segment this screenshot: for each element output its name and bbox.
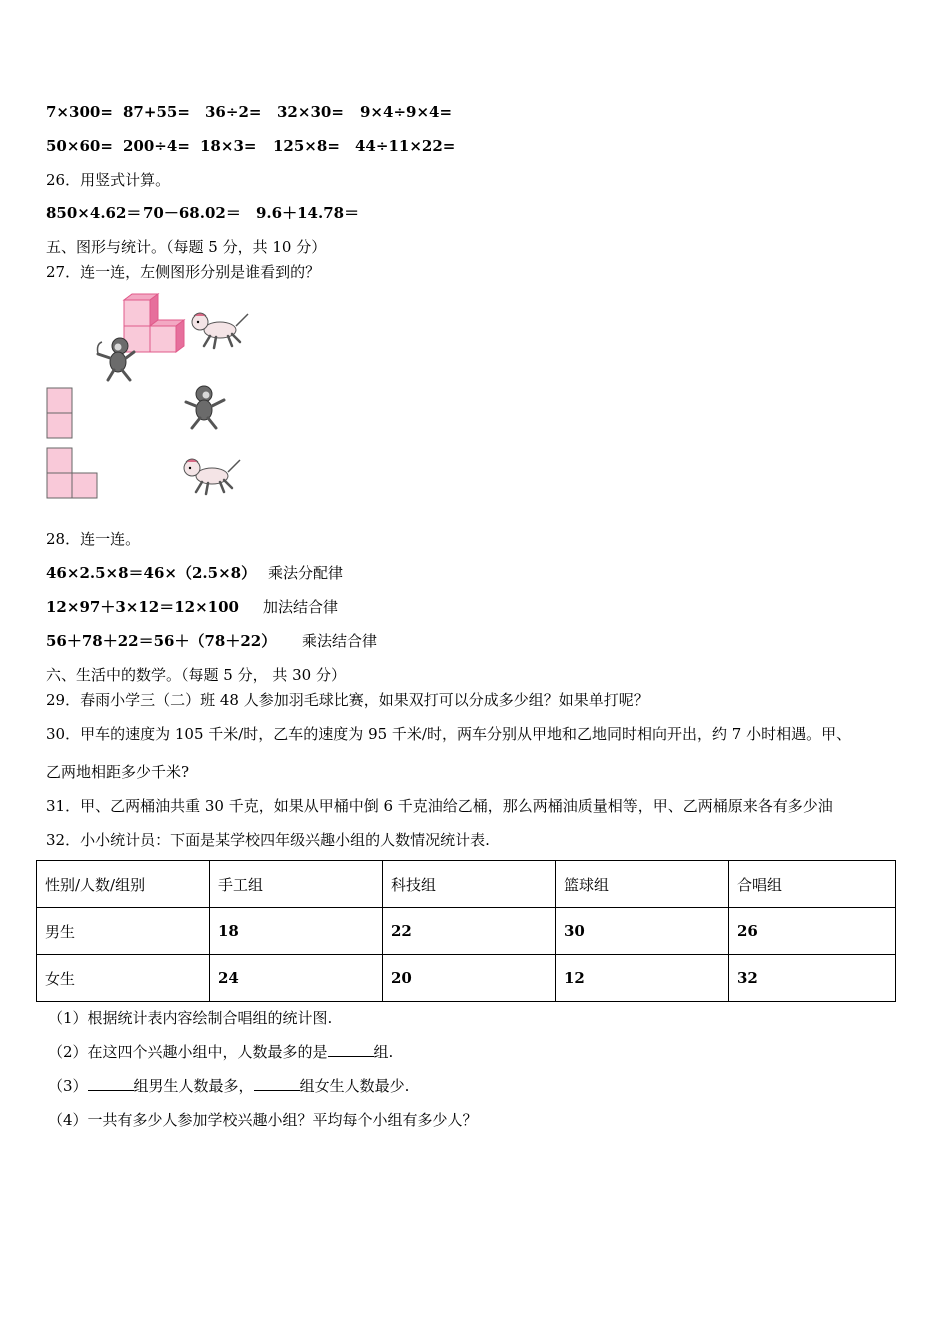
table-header-cell: 合唱组 bbox=[729, 861, 896, 908]
table-row bbox=[37, 908, 896, 955]
table-header-row bbox=[37, 861, 896, 908]
q28-law: 乘法结合律 bbox=[302, 632, 378, 650]
answer-blank[interactable] bbox=[328, 1042, 374, 1057]
q28-expression: 56＋78＋22＝56＋（78＋22） bbox=[46, 632, 277, 650]
calc-item: 36÷2= bbox=[205, 103, 262, 121]
q28-law: 乘法分配律 bbox=[268, 564, 344, 582]
calc-item: 32×30= bbox=[277, 103, 344, 121]
q28-expression: 12×97＋3×12＝12×100 bbox=[46, 598, 239, 616]
q32-sub-2-text: （2）在这四个兴趣小组中，人数最多的是 bbox=[48, 1043, 328, 1061]
q32-sub-4: （4）一共有多少人参加学校兴趣小组？平均每个小组有多少人？ bbox=[48, 1111, 478, 1129]
q28-row bbox=[46, 563, 343, 583]
table-header-cell: 性别/人数/组别 bbox=[37, 861, 210, 908]
q28-row bbox=[46, 597, 338, 617]
q32-title: 32．小小统计员：下面是某学校四年级兴趣小组的人数情况统计表. bbox=[46, 831, 490, 849]
table-row-label: 男生 bbox=[37, 908, 210, 955]
interest-group-table bbox=[36, 860, 896, 1002]
oral-calc-row-2 bbox=[46, 136, 455, 156]
calc-item: 44÷11×22= bbox=[355, 137, 456, 155]
calc-item: 50×60= bbox=[46, 137, 113, 155]
table-cell: 20 bbox=[383, 955, 556, 1002]
q32-sub-3-suffix: 组女生人数最少. bbox=[299, 1077, 410, 1095]
q32-sub-2-suffix: 组. bbox=[373, 1043, 394, 1061]
answer-blank[interactable] bbox=[254, 1076, 300, 1091]
table-cell: 12 bbox=[556, 955, 729, 1002]
q28-expression: 46×2.5×8＝46×（2.5×8） bbox=[46, 564, 257, 582]
q31-text: 31．甲、乙两桶油共重 30 千克，如果从甲桶中倒 6 千克油给乙桶，那么两桶油质量相等，甲、乙两桶原来各有多少油 bbox=[46, 797, 833, 815]
table-row bbox=[37, 955, 896, 1002]
section-6-heading: 六、生活中的数学。（每题 5 分， 共 30 分） bbox=[46, 666, 346, 684]
table-row-label: 女生 bbox=[37, 955, 210, 1002]
calc-item: 125×8= bbox=[273, 137, 340, 155]
dog-icon bbox=[180, 454, 242, 498]
calc-item: 7×300= bbox=[46, 103, 113, 121]
calc-item: 200÷4= bbox=[123, 137, 190, 155]
oral-calc-row-1 bbox=[46, 102, 452, 122]
q32-sub-3-mid: 组男生人数最多， bbox=[133, 1077, 254, 1095]
section-5-heading: 五、图形与统计。（每题 5 分，共 10 分） bbox=[46, 238, 327, 256]
answer-blank[interactable] bbox=[88, 1076, 134, 1091]
table-header-cell: 科技组 bbox=[383, 861, 556, 908]
q26-items bbox=[46, 203, 359, 223]
q30-text-line-2: 乙两地相距多少千米? bbox=[46, 763, 190, 781]
table-header-cell: 篮球组 bbox=[556, 861, 729, 908]
table-cell: 26 bbox=[729, 908, 896, 955]
q28-title: 28．连一连。 bbox=[46, 530, 141, 548]
q32-sub-1: （1）根据统计表内容绘制合唱组的统计图. bbox=[48, 1009, 333, 1027]
table-cell: 22 bbox=[383, 908, 556, 955]
q32-sub-3-prefix: （3） bbox=[48, 1077, 88, 1095]
table-cell: 32 bbox=[729, 955, 896, 1002]
dog-icon bbox=[188, 308, 250, 352]
table-cell: 30 bbox=[556, 908, 729, 955]
calc-item: 9.6＋14.78＝ bbox=[256, 204, 360, 222]
q26-title: 26．用竖式计算。 bbox=[46, 171, 171, 189]
calc-item: 9×4÷9×4= bbox=[360, 103, 453, 121]
q28-row bbox=[46, 631, 377, 651]
monkey-icon bbox=[182, 384, 228, 430]
table-header-cell: 手工组 bbox=[210, 861, 383, 908]
calc-item: 87+55= bbox=[123, 103, 190, 121]
q30-text-line-1: 30．甲车的速度为 105 千米/时，乙车的速度为 95 千米/时，两车分别从甲地和乙地同时相向开出，约 7 小时相遇。甲、 bbox=[46, 725, 852, 743]
calc-item: 850×4.62＝ bbox=[46, 204, 142, 222]
calc-item: 18×3= bbox=[200, 137, 257, 155]
table-cell: 24 bbox=[210, 955, 383, 1002]
monkey-icon bbox=[94, 336, 140, 382]
q29-text: 29．春雨小学三（二）班 48 人参加羽毛球比赛，如果双打可以分成多少组？如果单打呢？ bbox=[46, 691, 649, 709]
q28-law: 加法结合律 bbox=[263, 598, 339, 616]
table-cell: 18 bbox=[210, 908, 383, 955]
q32-sub-2 bbox=[48, 1042, 393, 1062]
q32-sub-3 bbox=[48, 1076, 409, 1096]
left-view-figure bbox=[46, 387, 74, 439]
q27-title: 27．连一连，左侧图形分别是谁看到的？ bbox=[46, 263, 321, 281]
calc-item: 70－68.02＝ bbox=[143, 204, 241, 222]
front-view-figure bbox=[46, 447, 100, 499]
